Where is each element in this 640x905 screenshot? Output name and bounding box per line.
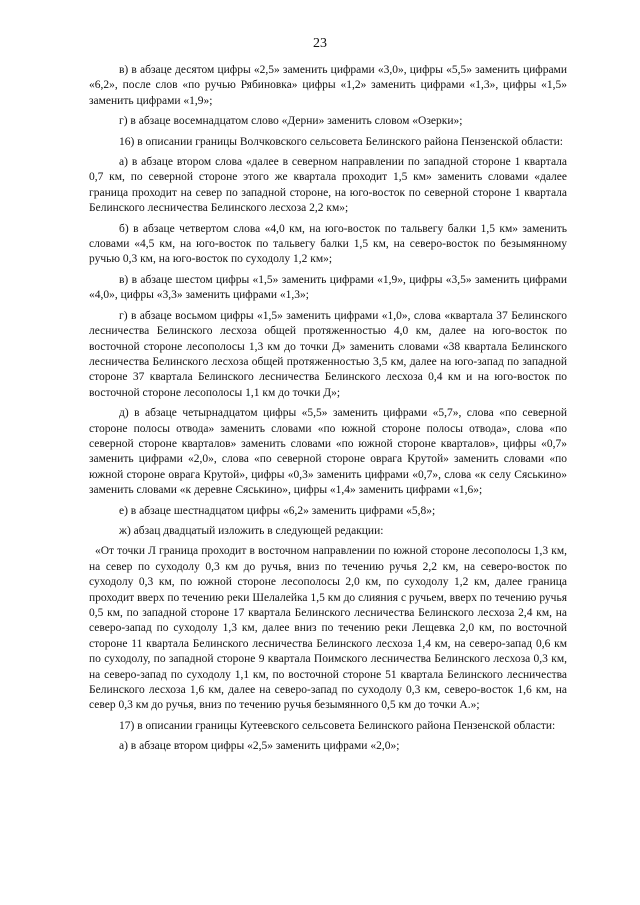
document-body [89, 63, 567, 760]
paragraph-17a: а) в абзаце втором цифры «2,5» заменить цифрами «2,0»; [119, 740, 400, 753]
paragraph-g-eighteenth: г) в абзаце восемнадцатом слово «Дерни» заменить словом «Озерки»; [119, 115, 463, 128]
quoted-new-text: «От точки Л граница проходит в восточном направлении по южной стороне лесополосы 1,3 км, на север по суходолу 0,3 км до ручья, вниз по течению ручья 2,2 км, на северо-восток по суходолу 0,3 км, по южной стороне лесополосы 2,0 км, по суходолу 1,2 км, далее граница проходит вверх по течению реки Шелалейка 1,5 км до слияния с ручьем, вверх по течению ручья 0,5 км, по западной стороне 17 квартала Белинского лесничества Белинского лесхоза 2,4 км, на северо-запад по суходолу 1,3 км, далее вниз по течению реки Лещевка 2,0 км, по восточной стороне 11 квартала Белинского лесничества Белинского лесхоза 1,4 км, на северо-запад 0,6 км по суходолу, по западной стороне 9 квартала Поимского лесничества Белинского лесхоза 0,3 км, на северо-запад по суходолу 1,1 км, по восточной стороне 51 квартала Белинского лесничества Белинского лесхоза 1,6 км, далее на северо-запад по суходолу 0,3 км, северо-восток 1,6 км, на север 0,3 км до ручья, вниз по течению ручья безымянного 0,5 км до точки А.»; [89, 545, 567, 712]
paragraph-16b: б) в абзаце четвертом слова «4,0 км, на юго-восток по тальвегу балки 1,5 км» заменить словами «4,5 км, на юго-восток по тальвегу балки 1,5 км, на северо-восток по безымянному ручью 0,3 км, на юго-восток по суходолу 1,2 км»; [89, 222, 567, 266]
paragraph-16g: г) в абзаце восьмом цифры «1,5» заменить цифрами «1,0», слова «квартала 37 Белинского лесничества Белинского лесхоза общей протяженностью 4,0 км, далее на юго-восток по восточной стороне лесополосы 1,3 км до точки Д» заменить словами «38 квартала Белинского лесничества Белинского лесхоза общей протяженностью 3,5 км, далее на юго-запад по западной стороне 37 квартала Белинского лесничества Белинского лесхоза 0,4 км и на юго-восток по восточной стороне лесополосы 1,1 км до точки Д»; [89, 309, 567, 399]
item-16-heading: 16) в описании границы Волчковского сельсовета Белинского района Пензенской области: [119, 135, 563, 148]
paragraph-16e: е) в абзаце шестнадцатом цифры «6,2» заменить цифрами «5,8»; [119, 504, 436, 517]
paragraph-16v: в) в абзаце шестом цифры «1,5» заменить цифрами «1,9», цифры «3,5» заменить цифрами «4,0», цифры «3,3» заменить цифрами «1,3»; [89, 273, 567, 302]
paragraph-v-tenth: в) в абзаце десятом цифры «2,5» заменить цифрами «3,0», цифры «5,5» заменить цифрами «6,2», после слов «по ручью Рябиновка» цифры «1,2» заменить цифрами «1,3», цифры «1,5» заменить цифрами «1,9»; [89, 64, 567, 107]
paragraph-16d: д) в абзаце четырнадцатом цифры «5,5» заменить цифрами «5,7», слова «по северной стороне полосы отвода» заменить словами «по южной стороне полосы отвода», слова «по северной стороне кварталов» заменить словами «по южной стороне кварталов», цифры «0,7» заменить цифрами «2,0», слова «по северной стороне оврага Крутой» заменить словами «по южной стороне оврага Крутой», цифры «0,3» заменить цифрами «0,7», слова «к селу Сяськино» заменить словами «к деревне Сяськино», цифры «1,4» заменить цифрами «1,6»; [89, 407, 567, 497]
paragraph-16zh: ж) абзац двадцатый изложить в следующей редакции: [119, 524, 384, 537]
page-number: 23 [313, 36, 327, 51]
paragraph-16a: а) в абзаце втором слова «далее в северном направлении по западной стороне 1 квартала 0,7 км, по северной стороне этого же квартала проходит 1,5 км» заменить словами «далее граница проходит на север по западной стороне, на юго-восток по северной стороне 1 квартала Белинского лесничества Белинского лесхоза 2,2 км»; [89, 156, 567, 215]
item-17-heading: 17) в описании границы Кутеевского сельсовета Белинского района Пензенской области: [119, 719, 556, 732]
